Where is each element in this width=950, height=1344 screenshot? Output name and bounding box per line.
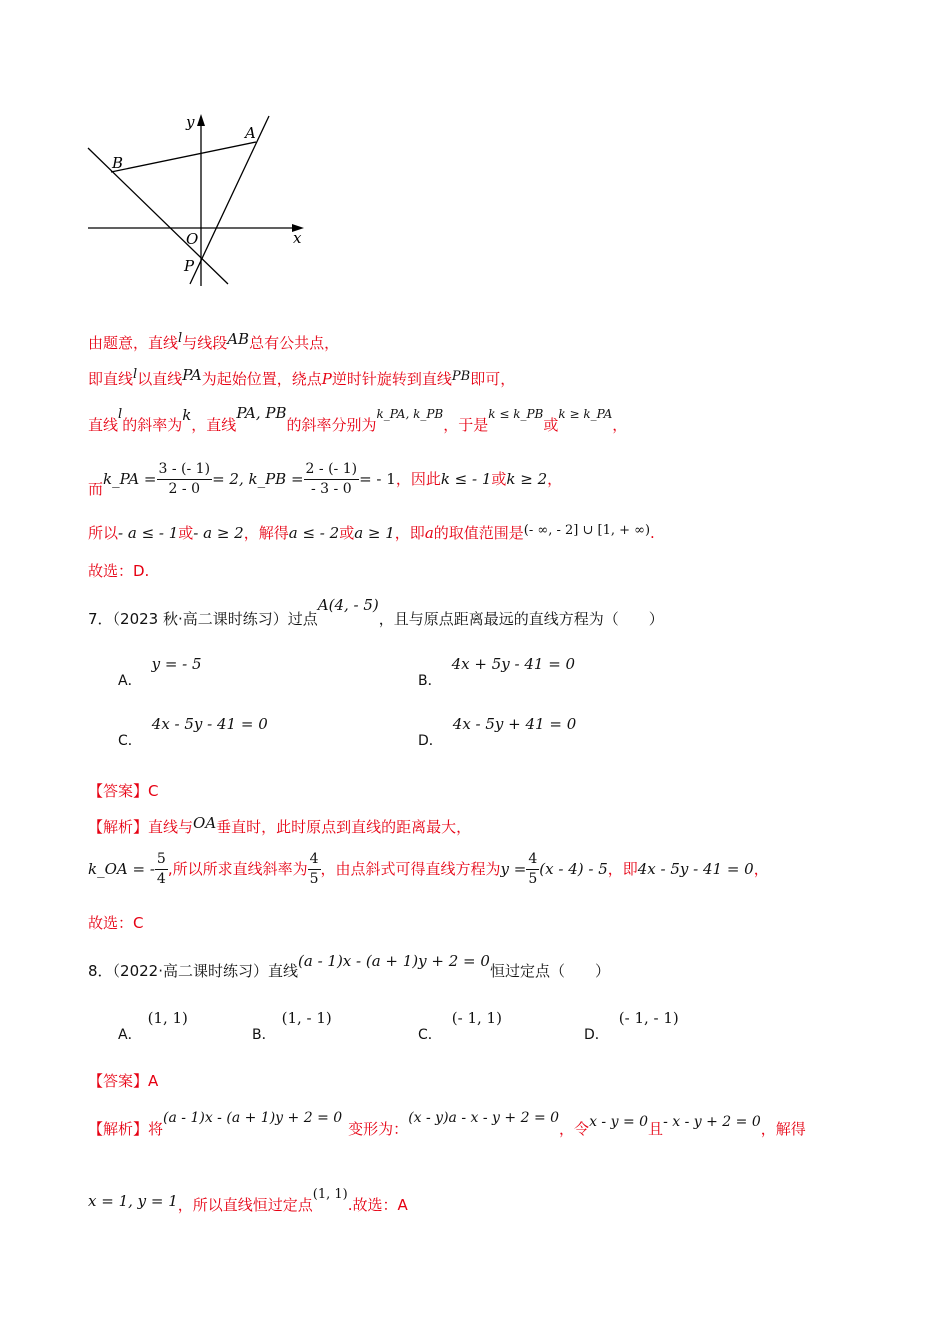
option-label: D． [584, 1027, 609, 1043]
math-a: a [424, 524, 434, 542]
option-label: B． [252, 1027, 276, 1043]
math-l: l [118, 407, 123, 422]
q8-option-c[interactable] [418, 1008, 502, 1043]
q7-option-d[interactable] [418, 714, 577, 749]
q7-final: 故选：C [88, 914, 144, 932]
option-value: (1, 1) [147, 1009, 188, 1027]
math-ab: AB [227, 330, 250, 348]
denominator: 4 [156, 871, 166, 887]
math-ineq: k ≤ k_PB [488, 407, 544, 421]
question-source: （2022·高二课时练习）直线 [112, 962, 298, 980]
label-x: x [293, 229, 302, 247]
sol6-line4 [88, 460, 562, 499]
text: 的斜率分别为 [286, 416, 377, 434]
text: ，由点斜式可得直线方程为 [320, 860, 501, 878]
math-mid: = 2, k_PB = [212, 470, 304, 488]
text: ，即 [394, 524, 425, 542]
math-range: (- ∞, - 2] ∪ [1, + ∞) [523, 523, 651, 538]
text: 以直线 [137, 370, 183, 388]
math-equation: (a - 1)x - (a + 1)y + 2 = 0 [298, 952, 490, 970]
math-eq: x - y = 0 [589, 1114, 649, 1130]
text: 为起始位置，绕点 [201, 370, 322, 388]
math-ineq: k ≥ k_PA [558, 407, 613, 421]
option-value: (- 1, - 1) [618, 1009, 679, 1027]
q8-analysis-line2 [88, 1187, 408, 1215]
label-y: y [186, 113, 195, 131]
fraction [308, 850, 321, 889]
sol6-line2 [88, 368, 515, 389]
math-pa: PA [182, 366, 202, 384]
fraction [155, 850, 168, 889]
option-label: D． [418, 733, 443, 749]
text: .故选：A [347, 1196, 408, 1214]
text: 或 [543, 416, 559, 434]
math-ineq: a ≤ - 2 [288, 524, 340, 542]
math-eq: (a - 1)x - (a + 1)y + 2 = 0 [163, 1110, 343, 1126]
math-l: l [133, 367, 138, 382]
q8-option-b[interactable] [252, 1008, 332, 1043]
q7-answer [88, 780, 159, 801]
option-label: A． [118, 673, 142, 689]
q7-option-a[interactable] [118, 654, 202, 689]
text: 总有公共点， [249, 334, 340, 352]
text: 或 [491, 470, 507, 488]
fraction [157, 460, 213, 499]
text: 且 [648, 1120, 664, 1138]
label-o: O [186, 230, 199, 248]
q7-option-c[interactable] [118, 714, 268, 749]
option-label: C． [118, 733, 142, 749]
q8-stem [88, 952, 610, 981]
text: . [650, 524, 655, 542]
math-pb: PB [451, 369, 471, 384]
sol6-line5 [88, 522, 655, 543]
math-koa: k_OA = - [88, 860, 155, 878]
answer-value: A [148, 1072, 159, 1090]
text: 逆时针旋转到直线 [331, 370, 452, 388]
math-eq: y = [500, 860, 527, 878]
question-number: 8． [88, 962, 113, 980]
text: 所以 [88, 524, 119, 542]
text: 直线 [88, 416, 119, 434]
coordinate-figure [80, 108, 320, 293]
fraction [304, 460, 360, 499]
text: ， [612, 416, 628, 434]
question-number: 7． [88, 610, 113, 628]
option-value: (1, - 1) [281, 1009, 332, 1027]
math-result: = - 1 [359, 470, 396, 488]
math-ineq: k ≤ - 1 [440, 470, 492, 488]
math-slopes: k_PA, k_PB [376, 407, 444, 421]
text: 的斜率为 [122, 416, 183, 434]
numerator: 5 [155, 850, 168, 870]
line-pb [88, 148, 228, 284]
option-value: (- 1, 1) [451, 1009, 502, 1027]
math-eq: (x - 4) - 5 [539, 860, 608, 878]
fraction [526, 850, 539, 889]
text: 或 [178, 524, 194, 542]
question-text: ，且与原点距离最远的直线方程为（ ） [378, 610, 664, 628]
option-value: 4x - 5y + 41 = 0 [452, 715, 577, 733]
option-label: A． [118, 1027, 142, 1043]
option-value: 4x - 5y - 41 = 0 [151, 715, 268, 733]
numerator: 4 [308, 850, 321, 870]
numerator: 2 - (- 1) [304, 460, 360, 480]
denominator: 5 [528, 871, 538, 887]
text: 即直线 [88, 370, 134, 388]
text: ，所以直线恒过定点 [177, 1196, 313, 1214]
text: 的取值范围是 [433, 524, 524, 542]
numerator: 4 [526, 850, 539, 870]
analysis-tag: 【解析】 [88, 818, 149, 836]
denominator: 5 [309, 871, 319, 887]
text: 或 [339, 524, 355, 542]
sol6-answer: 故选：D. [88, 562, 150, 580]
math-kpa: k_PA = [103, 470, 157, 488]
option-value: 4x + 5y - 41 = 0 [451, 655, 576, 673]
math-ineq: - a ≤ - 1 [118, 524, 179, 542]
option-value: y = - 5 [151, 655, 202, 673]
q7-analysis [88, 816, 471, 837]
text: ， [753, 860, 769, 878]
math-eq: - x - y + 2 = 0 [663, 1114, 761, 1130]
text: ，解得 [243, 524, 289, 542]
math-pa-pb: PA, PB [236, 404, 287, 422]
text: 与线段 [182, 334, 228, 352]
q8-analysis [88, 1110, 806, 1139]
text: ，解得 [760, 1120, 806, 1138]
math-point: A(4, - 5) [317, 596, 379, 614]
text: ，因此 [395, 470, 441, 488]
text: ，即 [607, 860, 638, 878]
text: ，于是 [443, 416, 489, 434]
text: 由题意，直线 [88, 334, 179, 352]
sol6-line1 [88, 332, 339, 353]
math-ineq: a ≥ 1 [354, 524, 395, 542]
q7-stem [88, 596, 664, 629]
math-oa: OA [193, 814, 217, 832]
denominator: - 3 - 0 [310, 481, 352, 497]
text: 垂直时，此时原点到直线的距离最大， [216, 818, 472, 836]
label-a: A [245, 124, 256, 142]
math-eq: (x - y)a - x - y + 2 = 0 [408, 1110, 560, 1126]
q8-option-a[interactable] [118, 1008, 188, 1043]
math-ineq: - a ≥ 2 [193, 524, 244, 542]
label-b: B [112, 154, 124, 172]
math-point: (1, 1) [312, 1187, 348, 1202]
answer-tag: 【答案】 [88, 782, 149, 800]
numerator: 3 - (- 1) [157, 460, 213, 480]
q7-option-b[interactable] [418, 654, 576, 689]
answer-value: C [148, 782, 159, 800]
option-label: B． [418, 673, 442, 689]
analysis-tag: 【解析】 [88, 1120, 149, 1138]
denominator: 2 - 0 [168, 481, 200, 497]
line-pa [190, 116, 269, 284]
text: ， [547, 470, 563, 488]
option-label: C． [418, 1027, 442, 1043]
text: 将 [148, 1120, 164, 1138]
y-axis-arrow [197, 114, 205, 126]
text: ，令 [559, 1120, 590, 1138]
sol6-line3 [88, 404, 628, 435]
math-eq: 4x - 5y - 41 = 0 [637, 860, 754, 878]
q7-analysis-line2 [88, 850, 769, 889]
math-l: l [178, 331, 183, 346]
point-p: P [321, 370, 332, 388]
label-p: P [184, 257, 195, 275]
math-k: k [182, 406, 192, 424]
q8-answer [88, 1070, 158, 1091]
question-source: （2023 秋·高二课时练习）过点 [112, 610, 318, 628]
text: 变形为： [348, 1120, 409, 1138]
q8-option-d[interactable] [584, 1008, 679, 1043]
text: 即可， [470, 370, 516, 388]
text: 直线与 [148, 818, 194, 836]
answer-tag: 【答案】 [88, 1072, 149, 1090]
math-ineq: k ≥ 2 [506, 470, 548, 488]
segment-ab [111, 142, 256, 172]
math-solution: x = 1, y = 1 [88, 1192, 178, 1210]
text: ，直线 [191, 416, 237, 434]
text: ,所以所求直线斜率为 [167, 860, 308, 878]
text: 而 [88, 480, 104, 498]
question-text: 恒过定点（ ） [489, 962, 610, 980]
